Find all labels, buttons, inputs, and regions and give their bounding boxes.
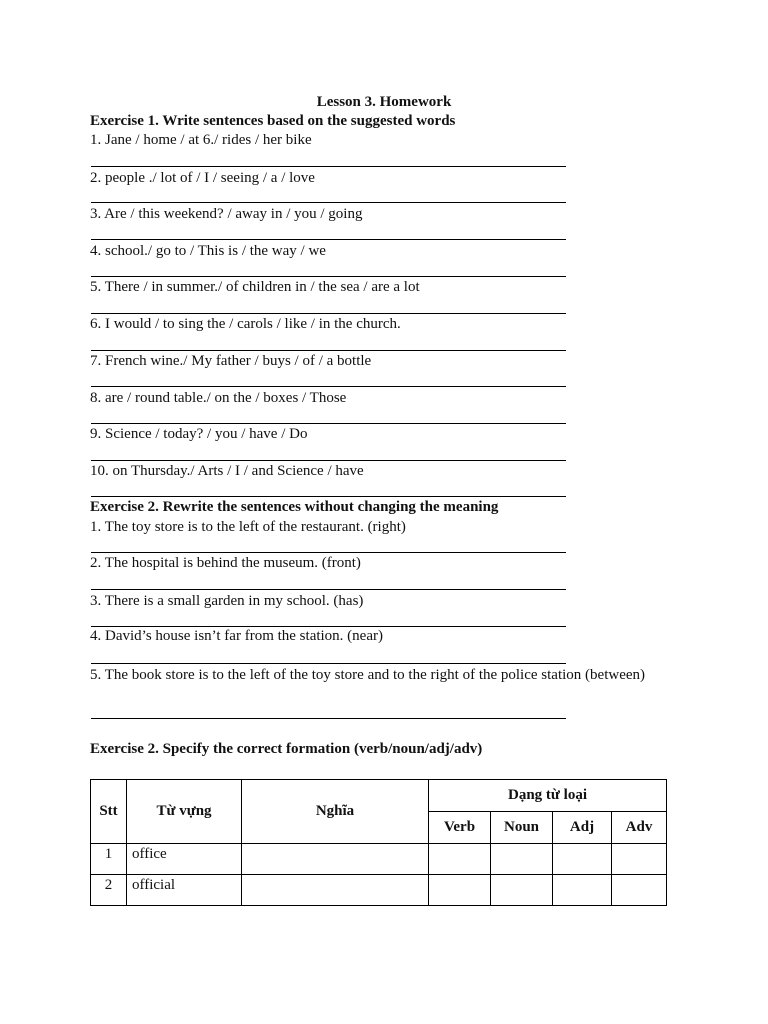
answer-line[interactable] (91, 626, 566, 627)
answer-line[interactable] (91, 202, 566, 203)
answer-line[interactable] (91, 589, 566, 590)
adj-cell[interactable] (553, 875, 612, 906)
answer-line[interactable] (91, 276, 566, 277)
exercise2-item-3: 3. There is a small garden in my school. (has) (90, 593, 364, 609)
exercise1-item-6: 6. I would / to sing the / carols / like / in the church. (90, 316, 401, 332)
row-word: office (127, 844, 242, 875)
exercise1-item-7: 7. French wine./ My father / buys / of / a bottle (90, 353, 372, 369)
header-adj: Adj (553, 812, 612, 844)
row-word: official (127, 875, 242, 906)
header-vocabulary: Từ vựng (127, 780, 242, 844)
exercise2-item-2: 2. The hospital is behind the museum. (front) (90, 555, 361, 571)
exercise3-heading: Exercise 2. Specify the correct formation (verb/noun/adj/adv) (90, 741, 483, 757)
exercise1-item-9: 9. Science / today? / you / have / Do (90, 426, 308, 442)
verb-cell[interactable] (429, 875, 491, 906)
answer-line[interactable] (91, 496, 566, 497)
answer-line[interactable] (91, 239, 566, 240)
exercise1-item-8: 8. are / round table./ on the / boxes / Those (90, 390, 347, 406)
exercise2-item-5: 5. The book store is to the left of the toy store and to the right of the police station (between) (90, 667, 645, 683)
row-number: 1 (91, 844, 127, 875)
header-stt: Stt (91, 780, 127, 844)
header-verb: Verb (429, 812, 491, 844)
adj-cell[interactable] (553, 844, 612, 875)
exercise2-heading: Exercise 2. Rewrite the sentences without changing the meaning (90, 499, 499, 515)
table-row (91, 875, 667, 906)
noun-cell[interactable] (491, 875, 553, 906)
header-word-forms: Dạng từ loại (429, 780, 667, 812)
exercise1-item-2: 2. people ./ lot of / I / seeing / a / love (90, 170, 315, 186)
answer-line[interactable] (91, 663, 566, 664)
answer-line[interactable] (91, 350, 566, 351)
answer-line[interactable] (91, 386, 566, 387)
exercise2-item-1: 1. The toy store is to the left of the restaurant. (right) (90, 519, 406, 535)
header-adv: Adv (612, 812, 667, 844)
answer-line[interactable] (91, 313, 566, 314)
meaning-cell[interactable] (242, 844, 429, 875)
exercise1-item-3: 3. Are / this weekend? / away in / you / going (90, 206, 363, 222)
meaning-cell[interactable] (242, 875, 429, 906)
answer-line[interactable] (91, 460, 566, 461)
exercise1-heading: Exercise 1. Write sentences based on the suggested words (90, 113, 456, 129)
header-meaning: Nghĩa (242, 780, 429, 844)
answer-line[interactable] (91, 423, 566, 424)
noun-cell[interactable] (491, 844, 553, 875)
word-formation-table (90, 779, 667, 906)
adv-cell[interactable] (612, 844, 667, 875)
exercise1-item-10: 10. on Thursday./ Arts / I / and Science / have (90, 463, 364, 479)
exercise1-item-4: 4. school./ go to / This is / the way / we (90, 243, 326, 259)
page-title: Lesson 3. Homework (316, 94, 452, 110)
answer-line[interactable] (91, 718, 566, 719)
exercise2-item-4: 4. David’s house isn’t far from the station. (near) (90, 628, 383, 644)
exercise1-item-1: 1. Jane / home / at 6./ rides / her bike (90, 132, 312, 148)
answer-line[interactable] (91, 166, 566, 167)
table-row (91, 844, 667, 875)
header-noun: Noun (491, 812, 553, 844)
exercise1-item-5: 5. There / in summer./ of children in / the sea / are a lot (90, 279, 420, 295)
adv-cell[interactable] (612, 875, 667, 906)
row-number: 2 (91, 875, 127, 906)
answer-line[interactable] (91, 552, 566, 553)
verb-cell[interactable] (429, 844, 491, 875)
